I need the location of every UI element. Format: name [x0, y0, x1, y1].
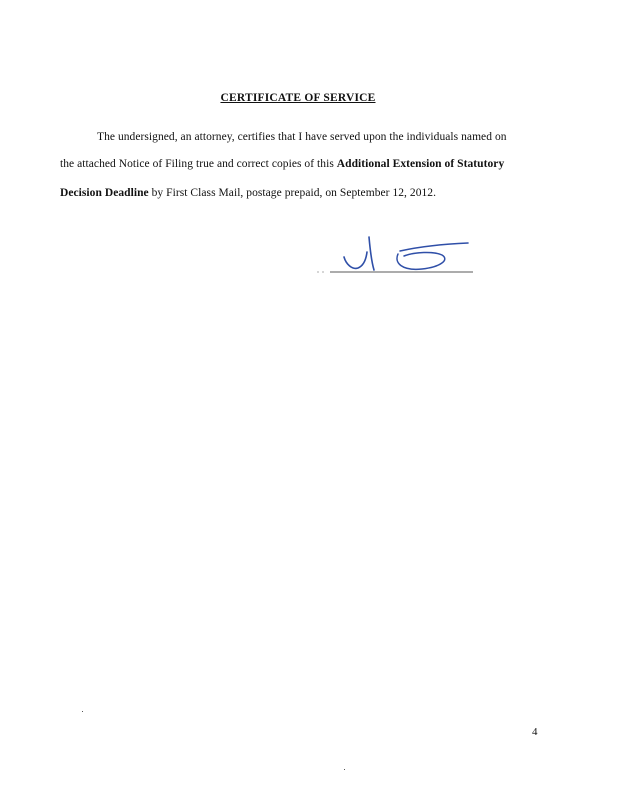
scan-speck [82, 711, 83, 712]
signature-stroke-4 [400, 243, 468, 251]
body-line-2-text: the attached Notice of Filing true and correct copies of this [60, 158, 337, 170]
attorney-signature [310, 230, 480, 280]
page-title: CERTIFICATE OF SERVICE [220, 92, 376, 104]
signature-stroke-1 [344, 252, 367, 268]
document-name-part-1: Additional Extension of Statutory [336, 158, 505, 170]
document-name-part-2: Decision Deadline [60, 187, 149, 199]
body-line-3-text: by First Class Mail, postage prepaid, on September 12, 2012. [148, 187, 437, 199]
signature-stroke-2 [369, 237, 374, 270]
signature-stroke-3 [397, 252, 445, 269]
body-line-1: The undersigned, an attorney, certifies that I have served upon the individuals named on [97, 131, 507, 143]
body-line-3 [60, 187, 436, 199]
scan-speck [344, 769, 345, 770]
page-number: 4 [532, 726, 538, 738]
body-line-2 [60, 158, 504, 170]
